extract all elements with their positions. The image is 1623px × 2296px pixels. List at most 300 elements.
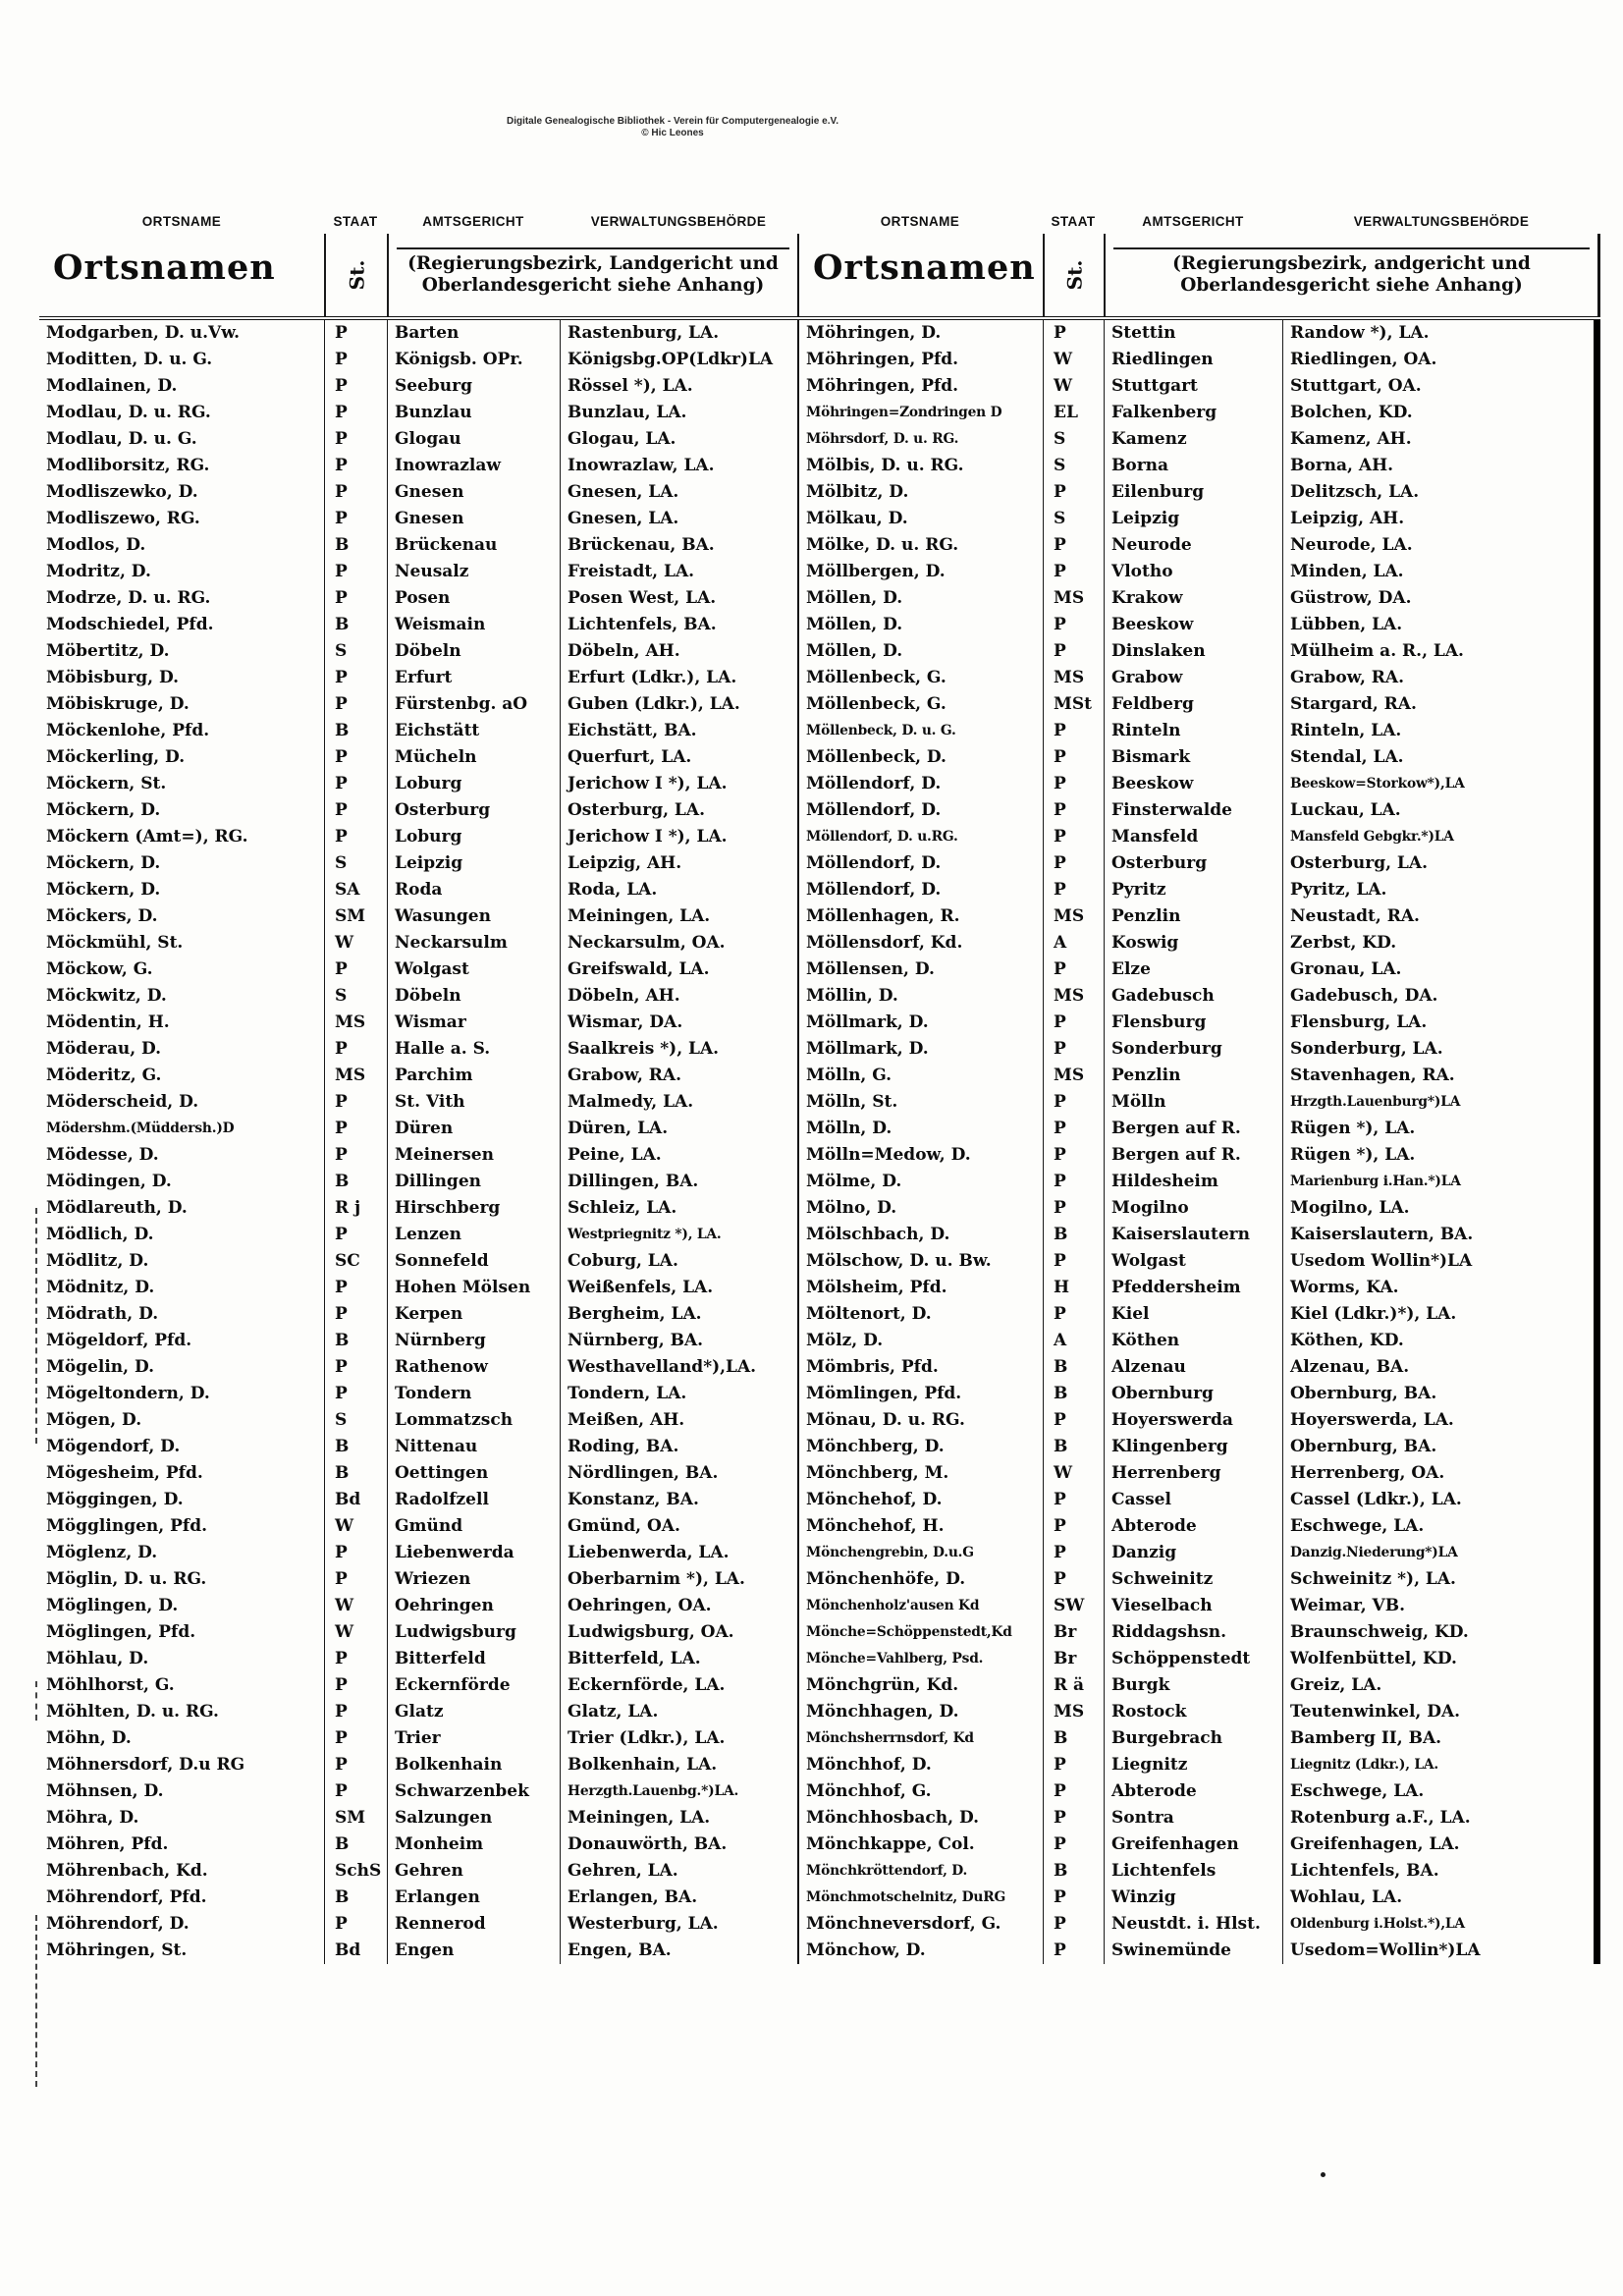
cell-verwaltungsbehoerde: Roding, BA. bbox=[560, 1434, 797, 1460]
cell-verwaltungsbehoerde: Döbeln, AH. bbox=[560, 638, 797, 665]
cell-staat: MS bbox=[1043, 585, 1104, 612]
cell-ortsname: Möllenbeck, D. bbox=[797, 744, 1043, 771]
table-row bbox=[39, 1487, 1600, 1513]
cell-amtsgericht: Glogau bbox=[387, 426, 560, 453]
cell-staat: B bbox=[324, 718, 387, 744]
cell-verwaltungsbehoerde: Peine, LA. bbox=[560, 1142, 797, 1169]
cell-ortsname: Mödentin, H. bbox=[46, 1012, 170, 1032]
cell-staat: P bbox=[324, 1778, 387, 1805]
table-row bbox=[39, 1725, 1600, 1752]
cell-verwaltungsbehoerde: Weißenfels, LA. bbox=[560, 1275, 797, 1301]
cell-staat: P bbox=[324, 1752, 387, 1778]
cell-ortsname: Mögelin, D. bbox=[46, 1357, 155, 1377]
cell-verwaltungsbehoerde: Meiningen, LA. bbox=[560, 1805, 797, 1831]
cell-verwaltungsbehoerde: Gnesen, LA. bbox=[560, 506, 797, 532]
cell-staat: P bbox=[1043, 1938, 1104, 1964]
cell-ortsname: Möllendorf, D. bbox=[797, 850, 1043, 877]
cell-staat: P bbox=[1043, 1036, 1104, 1063]
cell-amtsgericht: Burgebrach bbox=[1104, 1725, 1282, 1752]
cell-amtsgericht: Erlangen bbox=[387, 1885, 560, 1911]
cell-staat: P bbox=[1043, 771, 1104, 797]
cell-staat: B bbox=[1043, 1858, 1104, 1885]
table-row bbox=[39, 479, 1600, 506]
cell-staat: P bbox=[1043, 1407, 1104, 1434]
cell-ortsname: Mönchhof, G. bbox=[797, 1778, 1043, 1805]
cell-staat: P bbox=[324, 771, 387, 797]
cell-ortsname: Möckerling, D. bbox=[46, 747, 186, 767]
cell-amtsgericht: Roda bbox=[387, 877, 560, 903]
cell-verwaltungsbehoerde: Liegnitz (Ldkr.), LA. bbox=[1282, 1752, 1600, 1778]
cell-amtsgericht: Oehringen bbox=[387, 1593, 560, 1619]
table-row bbox=[39, 506, 1600, 532]
cell-verwaltungsbehoerde: Mülheim a. R., LA. bbox=[1282, 638, 1600, 665]
cell-amtsgericht: Vieselbach bbox=[1104, 1593, 1282, 1619]
cell-amtsgericht: Gmünd bbox=[387, 1513, 560, 1540]
cell-amtsgericht: Abterode bbox=[1104, 1778, 1282, 1805]
cell-staat: B bbox=[324, 1328, 387, 1354]
cell-ortsname: Möhringen, Pfd. bbox=[797, 373, 1043, 400]
table-row bbox=[39, 665, 1600, 691]
cell-verwaltungsbehoerde: Saalkreis *), LA. bbox=[560, 1036, 797, 1063]
cell-ortsname: Modlainen, D. bbox=[46, 376, 178, 396]
gazetteer-table bbox=[39, 208, 1600, 1964]
cell-amtsgericht: Gnesen bbox=[387, 506, 560, 532]
cell-verwaltungsbehoerde: Gadebusch, DA. bbox=[1282, 983, 1600, 1010]
cell-ortsname: Mölbis, D. u. RG. bbox=[797, 453, 1043, 479]
staat-vertical-label-left: St. bbox=[324, 234, 387, 316]
cell-amtsgericht: Wasungen bbox=[387, 903, 560, 930]
cell-verwaltungsbehoerde: Erfurt (Ldkr.), LA. bbox=[560, 665, 797, 691]
cell-ortsname: Mönchhagen, D. bbox=[797, 1699, 1043, 1725]
cell-staat: P bbox=[1043, 877, 1104, 903]
cell-amtsgericht: Mansfeld bbox=[1104, 824, 1282, 850]
cell-verwaltungsbehoerde: Luckau, LA. bbox=[1282, 797, 1600, 824]
cell-staat: B bbox=[324, 1460, 387, 1487]
table-row bbox=[39, 532, 1600, 559]
table-row bbox=[39, 1540, 1600, 1566]
cell-ortsname: Mölme, D. bbox=[797, 1169, 1043, 1195]
cell-ortsname: Mögeltondern, D. bbox=[46, 1384, 210, 1403]
cell-staat: SA bbox=[324, 877, 387, 903]
table-row bbox=[39, 612, 1600, 638]
cell-ortsname: Möckwitz, D. bbox=[46, 986, 167, 1006]
table-row bbox=[39, 1434, 1600, 1460]
cell-amtsgericht: Stettin bbox=[1104, 320, 1282, 347]
cell-verwaltungsbehoerde: Gnesen, LA. bbox=[560, 479, 797, 506]
cell-amtsgericht: Hildesheim bbox=[1104, 1169, 1282, 1195]
cell-amtsgericht: Glatz bbox=[387, 1699, 560, 1725]
cell-amtsgericht: Gehren bbox=[387, 1858, 560, 1885]
cell-verwaltungsbehoerde: Rügen *), LA. bbox=[1282, 1142, 1600, 1169]
cell-verwaltungsbehoerde: Stavenhagen, RA. bbox=[1282, 1063, 1600, 1089]
cell-ortsname: Mönchhof, D. bbox=[797, 1752, 1043, 1778]
cell-ortsname: Möggingen, D. bbox=[46, 1490, 184, 1509]
cell-ortsname: Möckow, G. bbox=[46, 959, 153, 979]
table-row bbox=[39, 1619, 1600, 1646]
cell-ortsname: Mönche=Vahlberg, Psd. bbox=[797, 1646, 1043, 1672]
table-row bbox=[39, 1593, 1600, 1619]
table-row bbox=[39, 903, 1600, 930]
cell-verwaltungsbehoerde: Coburg, LA. bbox=[560, 1248, 797, 1275]
cell-staat: P bbox=[1043, 797, 1104, 824]
cell-staat: W bbox=[324, 1593, 387, 1619]
cell-verwaltungsbehoerde: Bitterfeld, LA. bbox=[560, 1646, 797, 1672]
cell-verwaltungsbehoerde: Worms, KA. bbox=[1282, 1275, 1600, 1301]
cell-verwaltungsbehoerde: Gmünd, OA. bbox=[560, 1513, 797, 1540]
cell-staat: SM bbox=[324, 903, 387, 930]
cell-ortsname: Mönchberg, M. bbox=[797, 1460, 1043, 1487]
cell-verwaltungsbehoerde: Usedom=Wollin*)LA bbox=[1282, 1938, 1600, 1964]
cell-amtsgericht: Seeburg bbox=[387, 373, 560, 400]
cell-ortsname: Mödingen, D. bbox=[46, 1172, 172, 1191]
cell-ortsname: Möglin, D. u. RG. bbox=[46, 1569, 207, 1589]
cell-staat: W bbox=[1043, 373, 1104, 400]
fraktur-table-header bbox=[39, 234, 1600, 320]
cell-staat: A bbox=[1043, 930, 1104, 957]
cell-amtsgericht: Dinslaken bbox=[1104, 638, 1282, 665]
cell-staat: SchS bbox=[324, 1858, 387, 1885]
cell-ortsname: Möhrenbach, Kd. bbox=[46, 1861, 208, 1881]
cell-staat: W bbox=[324, 930, 387, 957]
cell-amtsgericht: Penzlin bbox=[1104, 1063, 1282, 1089]
cell-verwaltungsbehoerde: Meißen, AH. bbox=[560, 1407, 797, 1434]
table-row bbox=[39, 426, 1600, 453]
cell-ortsname: Mölschow, D. u. Bw. bbox=[797, 1248, 1043, 1275]
table-row bbox=[39, 824, 1600, 850]
cell-staat: P bbox=[1043, 479, 1104, 506]
cell-verwaltungsbehoerde: Trier (Ldkr.), LA. bbox=[560, 1725, 797, 1752]
cell-ortsname: Modrze, D. u. RG. bbox=[46, 588, 211, 608]
cell-ortsname: Möllen, D. bbox=[797, 612, 1043, 638]
cell-amtsgericht: Mücheln bbox=[387, 744, 560, 771]
cell-verwaltungsbehoerde: Greifenhagen, LA. bbox=[1282, 1831, 1600, 1858]
header-amtsgericht-right: AMTSGERICHT bbox=[1142, 213, 1244, 229]
cell-ortsname: Möhringen, D. bbox=[797, 320, 1043, 347]
cell-verwaltungsbehoerde: Lichtenfels, BA. bbox=[560, 612, 797, 638]
table-row bbox=[39, 850, 1600, 877]
table-row bbox=[39, 744, 1600, 771]
table-row bbox=[39, 1063, 1600, 1089]
cell-staat: H bbox=[1043, 1275, 1104, 1301]
table-row bbox=[39, 1116, 1600, 1142]
cell-verwaltungsbehoerde: Königsbg.OP(Ldkr)LA bbox=[560, 347, 797, 373]
cell-verwaltungsbehoerde: Neckarsulm, OA. bbox=[560, 930, 797, 957]
margin-artifact bbox=[35, 1915, 37, 2087]
table-row bbox=[39, 1752, 1600, 1778]
cell-staat: S bbox=[1043, 426, 1104, 453]
cell-amtsgericht: Burgk bbox=[1104, 1672, 1282, 1699]
margin-artifact bbox=[35, 1208, 37, 1444]
cell-verwaltungsbehoerde: Konstanz, BA. bbox=[560, 1487, 797, 1513]
cell-staat: SC bbox=[324, 1248, 387, 1275]
cell-staat: P bbox=[324, 1911, 387, 1938]
cell-amtsgericht: Leipzig bbox=[387, 850, 560, 877]
note-rule-left bbox=[397, 247, 789, 249]
cell-ortsname: Mölbitz, D. bbox=[797, 479, 1043, 506]
cell-amtsgericht: Krakow bbox=[1104, 585, 1282, 612]
cell-amtsgericht: Hoyerswerda bbox=[1104, 1407, 1282, 1434]
table-row bbox=[39, 718, 1600, 744]
cell-ortsname: Möhrendorf, Pfd. bbox=[46, 1887, 207, 1907]
cell-amtsgericht: Königsb. OPr. bbox=[387, 347, 560, 373]
header-note-right: (Regierungsbezirk, andgericht und Oberlandesgericht siehe Anhang) bbox=[1104, 234, 1600, 316]
cell-verwaltungsbehoerde: Döbeln, AH. bbox=[560, 983, 797, 1010]
cell-amtsgericht: Eichstätt bbox=[387, 718, 560, 744]
cell-ortsname: Mönchenhöfe, D. bbox=[797, 1566, 1043, 1593]
cell-verwaltungsbehoerde: Donauwörth, BA. bbox=[560, 1831, 797, 1858]
cell-staat: P bbox=[1043, 532, 1104, 559]
watermark bbox=[496, 116, 849, 139]
cell-ortsname: Möhrendorf, D. bbox=[46, 1914, 189, 1934]
table-row bbox=[39, 1778, 1600, 1805]
cell-staat: P bbox=[1043, 638, 1104, 665]
cell-ortsname: Mönchkröttendorf, D. bbox=[797, 1858, 1043, 1885]
cell-amtsgericht: Eckernförde bbox=[387, 1672, 560, 1699]
cell-ortsname: Möbiskruge, D. bbox=[46, 694, 189, 714]
cell-verwaltungsbehoerde: Nürnberg, BA. bbox=[560, 1328, 797, 1354]
table-row bbox=[39, 1938, 1600, 1964]
ortsnamen-title-right: Ortsnamen bbox=[797, 234, 1043, 316]
cell-staat: P bbox=[1043, 1911, 1104, 1938]
cell-staat: P bbox=[324, 479, 387, 506]
cell-ortsname: Möllen, D. bbox=[797, 585, 1043, 612]
cell-amtsgericht: Wolgast bbox=[387, 957, 560, 983]
cell-ortsname: Möllenhagen, R. bbox=[797, 903, 1043, 930]
cell-verwaltungsbehoerde: Herrenberg, OA. bbox=[1282, 1460, 1600, 1487]
cell-ortsname: Möhren, Pfd. bbox=[46, 1834, 169, 1854]
cell-staat: P bbox=[1043, 824, 1104, 850]
cell-amtsgericht: Herrenberg bbox=[1104, 1460, 1282, 1487]
table-row bbox=[39, 1513, 1600, 1540]
cell-verwaltungsbehoerde: Schleiz, LA. bbox=[560, 1195, 797, 1222]
cell-staat: B bbox=[324, 532, 387, 559]
cell-ortsname: Mögglingen, Pfd. bbox=[46, 1516, 208, 1536]
table-body bbox=[39, 320, 1600, 1964]
cell-staat: P bbox=[324, 665, 387, 691]
header-staat-left: STAAT bbox=[333, 213, 378, 229]
cell-amtsgericht: Loburg bbox=[387, 824, 560, 850]
cell-staat: W bbox=[1043, 347, 1104, 373]
cell-amtsgericht: Schöppenstedt bbox=[1104, 1646, 1282, 1672]
cell-amtsgericht: Mölln bbox=[1104, 1089, 1282, 1116]
cell-staat: P bbox=[324, 506, 387, 532]
cell-amtsgericht: Kamenz bbox=[1104, 426, 1282, 453]
cell-amtsgericht: Liegnitz bbox=[1104, 1752, 1282, 1778]
cell-ortsname: Mölkau, D. bbox=[797, 506, 1043, 532]
cell-amtsgericht: Lommatzsch bbox=[387, 1407, 560, 1434]
cell-verwaltungsbehoerde: Stargard, RA. bbox=[1282, 691, 1600, 718]
table-row bbox=[39, 1460, 1600, 1487]
cell-staat: P bbox=[324, 824, 387, 850]
cell-ortsname: Möderitz, G. bbox=[46, 1066, 162, 1085]
cell-ortsname: Möhnsen, D. bbox=[46, 1781, 164, 1801]
cell-ortsname: Möckern (Amt=), RG. bbox=[46, 827, 248, 847]
cell-staat: S bbox=[1043, 506, 1104, 532]
cell-staat: P bbox=[324, 1381, 387, 1407]
cell-staat: P bbox=[324, 691, 387, 718]
table-row bbox=[39, 797, 1600, 824]
table-row bbox=[39, 691, 1600, 718]
cell-ortsname: Möllenbeck, G. bbox=[797, 665, 1043, 691]
cell-ortsname: Mödlareuth, D. bbox=[46, 1198, 188, 1218]
cell-staat: SW bbox=[1043, 1593, 1104, 1619]
cell-staat: P bbox=[1043, 1540, 1104, 1566]
cell-amtsgericht: Erfurt bbox=[387, 665, 560, 691]
cell-ortsname: Möglingen, D. bbox=[46, 1596, 179, 1615]
cell-verwaltungsbehoerde: Oberbarnim *), LA. bbox=[560, 1566, 797, 1593]
cell-verwaltungsbehoerde: Ludwigsburg, OA. bbox=[560, 1619, 797, 1646]
cell-ortsname: Mödnitz, D. bbox=[46, 1278, 155, 1297]
cell-staat: P bbox=[324, 1699, 387, 1725]
cell-amtsgericht: Düren bbox=[387, 1116, 560, 1142]
table-row bbox=[39, 1858, 1600, 1885]
table-row bbox=[39, 1699, 1600, 1725]
cell-staat: P bbox=[324, 426, 387, 453]
cell-amtsgericht: Gadebusch bbox=[1104, 983, 1282, 1010]
cell-verwaltungsbehoerde: Stendal, LA. bbox=[1282, 744, 1600, 771]
cell-amtsgericht: Wriezen bbox=[387, 1566, 560, 1593]
table-row bbox=[39, 1010, 1600, 1036]
cell-ortsname: Möckenlohe, Pfd. bbox=[46, 721, 210, 740]
cell-amtsgericht: Trier bbox=[387, 1725, 560, 1752]
cell-amtsgericht: Tondern bbox=[387, 1381, 560, 1407]
cell-verwaltungsbehoerde: Osterburg, LA. bbox=[1282, 850, 1600, 877]
cell-ortsname: Möbertitz, D. bbox=[46, 641, 170, 661]
cell-amtsgericht: Barten bbox=[387, 320, 560, 347]
cell-verwaltungsbehoerde: Rössel *), LA. bbox=[560, 373, 797, 400]
cell-staat: P bbox=[1043, 1752, 1104, 1778]
cell-verwaltungsbehoerde: Nördlingen, BA. bbox=[560, 1460, 797, 1487]
cell-ortsname: Mödesse, D. bbox=[46, 1145, 159, 1165]
table-row bbox=[39, 1354, 1600, 1381]
cell-ortsname: Möllendorf, D. bbox=[797, 797, 1043, 824]
cell-ortsname: Modliszewo, RG. bbox=[46, 509, 200, 528]
cell-staat: S bbox=[1043, 453, 1104, 479]
cell-verwaltungsbehoerde: Bolchen, KD. bbox=[1282, 400, 1600, 426]
cell-verwaltungsbehoerde: Herzgth.Lauenbg.*)LA. bbox=[560, 1778, 797, 1805]
cell-verwaltungsbehoerde: Eichstätt, BA. bbox=[560, 718, 797, 744]
cell-ortsname: Mölno, D. bbox=[797, 1195, 1043, 1222]
table-row bbox=[39, 1222, 1600, 1248]
table-row bbox=[39, 373, 1600, 400]
header-note-left: (Regierungsbezirk, Landgericht und Oberlandesgericht siehe Anhang) bbox=[387, 234, 797, 316]
cell-verwaltungsbehoerde: Lübben, LA. bbox=[1282, 612, 1600, 638]
table-row bbox=[39, 1407, 1600, 1434]
cell-staat: P bbox=[1043, 1089, 1104, 1116]
cell-amtsgericht: Cassel bbox=[1104, 1487, 1282, 1513]
table-row bbox=[39, 1381, 1600, 1407]
cell-verwaltungsbehoerde: Hrzgth.Lauenburg*)LA bbox=[1282, 1089, 1600, 1116]
cell-ortsname: Mölke, D. u. RG. bbox=[797, 532, 1043, 559]
cell-staat: R ä bbox=[1043, 1672, 1104, 1699]
cell-ortsname: Modliszewko, D. bbox=[46, 482, 198, 502]
cell-staat: B bbox=[324, 1831, 387, 1858]
cell-ortsname: Mönchsherrnsdorf, Kd bbox=[797, 1725, 1043, 1752]
cell-ortsname: Möckern, D. bbox=[46, 880, 161, 900]
cell-staat: S bbox=[324, 638, 387, 665]
table-row bbox=[39, 1805, 1600, 1831]
cell-staat: EL bbox=[1043, 400, 1104, 426]
cell-amtsgericht: Osterburg bbox=[1104, 850, 1282, 877]
cell-ortsname: Möhrsdorf, D. u. RG. bbox=[797, 426, 1043, 453]
header-ortsname-right: ORTSNAME bbox=[880, 213, 960, 229]
cell-verwaltungsbehoerde: Greifswald, LA. bbox=[560, 957, 797, 983]
table-row bbox=[39, 347, 1600, 373]
cell-staat: P bbox=[324, 1301, 387, 1328]
cell-amtsgericht: Mogilno bbox=[1104, 1195, 1282, 1222]
cell-amtsgericht: Grabow bbox=[1104, 665, 1282, 691]
cell-verwaltungsbehoerde: Oldenburg i.Holst.*),LA bbox=[1282, 1911, 1600, 1938]
table-row bbox=[39, 983, 1600, 1010]
cell-staat: B bbox=[1043, 1222, 1104, 1248]
cell-ortsname: Mölln, St. bbox=[797, 1089, 1043, 1116]
cell-ortsname: Modliborsitz, RG. bbox=[46, 456, 210, 475]
cell-staat: B bbox=[324, 1885, 387, 1911]
cell-staat: P bbox=[1043, 718, 1104, 744]
table-row bbox=[39, 1036, 1600, 1063]
cell-amtsgericht: Wolgast bbox=[1104, 1248, 1282, 1275]
cell-ortsname: Möllenbeck, G. bbox=[797, 691, 1043, 718]
cell-staat: P bbox=[324, 559, 387, 585]
cell-staat: MS bbox=[1043, 1063, 1104, 1089]
cell-verwaltungsbehoerde: Gehren, LA. bbox=[560, 1858, 797, 1885]
cell-staat: Br bbox=[1043, 1646, 1104, 1672]
cell-verwaltungsbehoerde: Meiningen, LA. bbox=[560, 903, 797, 930]
cell-verwaltungsbehoerde: Danzig.Niederung*)LA bbox=[1282, 1540, 1600, 1566]
cell-verwaltungsbehoerde: Wolfenbüttel, KD. bbox=[1282, 1646, 1600, 1672]
cell-ortsname: Mönchberg, D. bbox=[797, 1434, 1043, 1460]
cell-amtsgericht: Parchim bbox=[387, 1063, 560, 1089]
cell-ortsname: Möllmark, D. bbox=[797, 1010, 1043, 1036]
cell-verwaltungsbehoerde: Kiel (Ldkr.)*), LA. bbox=[1282, 1301, 1600, 1328]
cell-verwaltungsbehoerde: Eschwege, LA. bbox=[1282, 1513, 1600, 1540]
table-row bbox=[39, 1831, 1600, 1858]
cell-verwaltungsbehoerde: Wohlau, LA. bbox=[1282, 1885, 1600, 1911]
cell-staat: P bbox=[324, 1725, 387, 1752]
cell-staat: W bbox=[324, 1513, 387, 1540]
cell-staat: P bbox=[324, 744, 387, 771]
cell-ortsname: Möltenort, D. bbox=[797, 1301, 1043, 1328]
cell-staat: W bbox=[324, 1619, 387, 1646]
cell-ortsname: Mönchkappe, Col. bbox=[797, 1831, 1043, 1858]
cell-staat: S bbox=[324, 1407, 387, 1434]
cell-amtsgericht: Koswig bbox=[1104, 930, 1282, 957]
cell-ortsname: Mögeldorf, Pfd. bbox=[46, 1331, 192, 1350]
cell-amtsgericht: Loburg bbox=[387, 771, 560, 797]
cell-verwaltungsbehoerde: Westhavelland*),LA. bbox=[560, 1354, 797, 1381]
cell-amtsgericht: Engen bbox=[387, 1938, 560, 1964]
cell-verwaltungsbehoerde: Dillingen, BA. bbox=[560, 1169, 797, 1195]
cell-staat: MS bbox=[1043, 1699, 1104, 1725]
cell-ortsname: Möckmühl, St. bbox=[46, 933, 184, 953]
cell-verwaltungsbehoerde: Freistadt, LA. bbox=[560, 559, 797, 585]
cell-ortsname: Mölln, D. bbox=[797, 1116, 1043, 1142]
cell-amtsgericht: Sonnefeld bbox=[387, 1248, 560, 1275]
cell-staat: Bd bbox=[324, 1938, 387, 1964]
cell-amtsgericht: Neurode bbox=[1104, 532, 1282, 559]
cell-amtsgericht: Kaiserslautern bbox=[1104, 1222, 1282, 1248]
cell-verwaltungsbehoerde: Marienburg i.Han.*)LA bbox=[1282, 1169, 1600, 1195]
cell-verwaltungsbehoerde: Düren, LA. bbox=[560, 1116, 797, 1142]
cell-amtsgericht: Inowrazlaw bbox=[387, 453, 560, 479]
cell-ortsname: Möckers, D. bbox=[46, 906, 158, 926]
cell-staat: S bbox=[324, 850, 387, 877]
cell-staat: B bbox=[1043, 1354, 1104, 1381]
cell-ortsname: Möllendorf, D. bbox=[797, 877, 1043, 903]
cell-verwaltungsbehoerde: Jerichow I *), LA. bbox=[560, 824, 797, 850]
cell-verwaltungsbehoerde: Sonderburg, LA. bbox=[1282, 1036, 1600, 1063]
cell-ortsname: Mönche=Schöppenstedt,Kd bbox=[797, 1619, 1043, 1646]
